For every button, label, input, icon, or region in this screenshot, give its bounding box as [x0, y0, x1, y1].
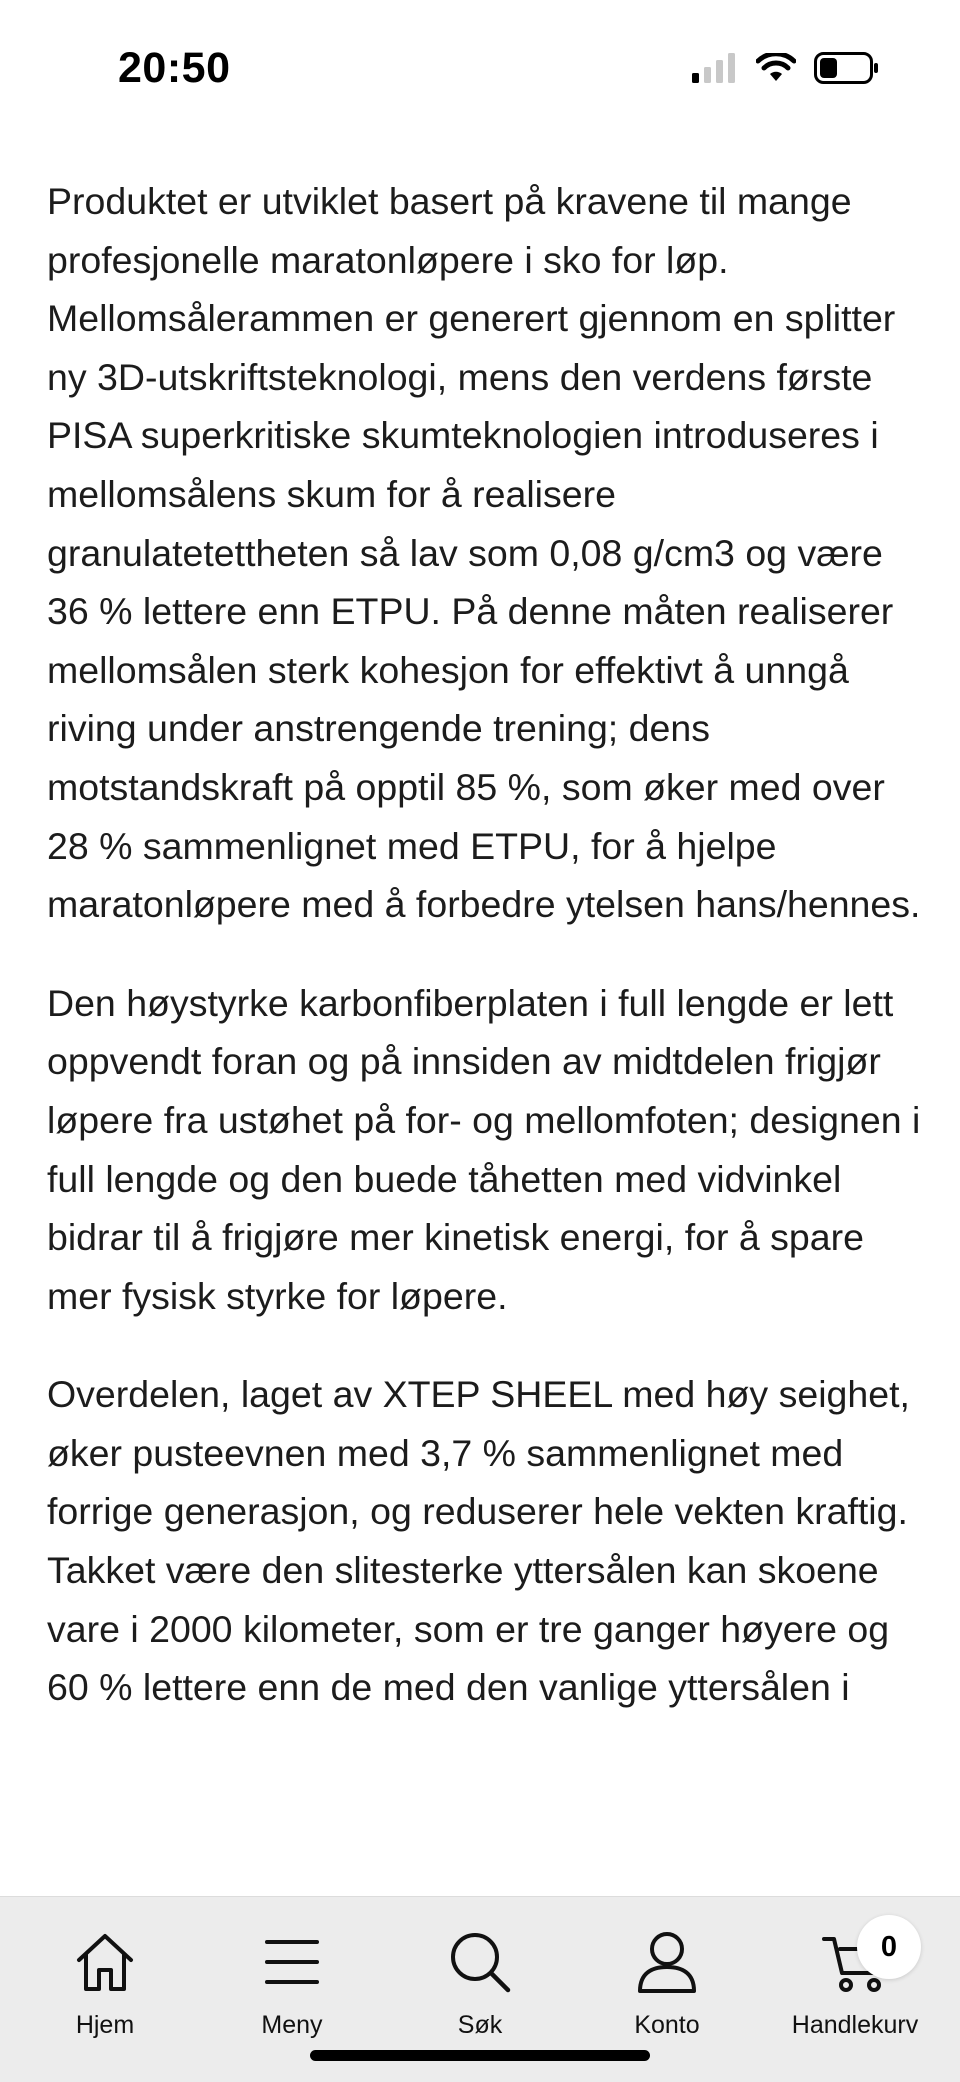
status-bar — [0, 0, 960, 140]
cellular-signal-icon — [692, 53, 738, 83]
nav-label-menu: Meny — [261, 2011, 323, 2039]
product-description — [47, 172, 927, 1757]
status-icons — [692, 52, 880, 84]
description-paragraph: Produktet er utviklet basert på kravene til mange profesjonelle maratonløpere i sko for løp. Mellomsålerammen er generert gjennom en splitter ny 3D-utskriftsteknologi, mens den verdens første PISA superkritiske skumteknologien introduseres i mellomsålens skum for å realisere granulatetettheten så lav som 0,08 g/cm3 og være 36 % lettere enn ETPU. På denne måten realiserer mellomsålen sterk kohesjon for effektivt å unngå riving under anstrengende trening; dens motstandskraft på opptil 85 %, som øker med over 28 % sammenlignet med ETPU, for å hjelpe maratonløpere med å forbedre ytelsen hans/hennes. — [47, 180, 921, 926]
nav-item-home[interactable] — [20, 1927, 190, 2040]
bottom-navigation — [0, 1896, 960, 2082]
menu-icon — [257, 1927, 327, 1997]
nav-item-account[interactable] — [582, 1927, 752, 2040]
wifi-icon — [756, 53, 796, 83]
description-paragraph: Overdelen, laget av XTEP SHEEL med høy seighet, øker pusteevnen med 3,7 % sammenlignet med forrige generasjon, og reduserer hele vekten kraftig. Takket være den slitesterke yttersålen kan skoene vare i 2000 kilometer, som er tre ganger høyere og 60 % lettere enn de med den vanlige yttersålen i — [47, 1373, 910, 1709]
nav-item-search[interactable] — [395, 1927, 565, 2040]
nav-label-cart: Handlekurv — [791, 2011, 919, 2039]
description-paragraph: Den høystyrke karbonfiberplaten i full lengde er lett oppvendt foran og på innsiden av midtdelen frigjør løpere fra ustøhet på for- og mellomfoten; designen i full lengde og den buede tåhetten med vidvinkel bidrar til å frigjøre mer kinetisk energi, for å spare mer fysisk styrke for løpere. — [47, 981, 921, 1317]
nav-label-search: Søk — [457, 2011, 503, 2039]
status-time: 20:50 — [118, 44, 231, 92]
nav-label-account: Konto — [634, 2011, 700, 2039]
account-icon — [632, 1927, 702, 1997]
nav-label-home: Hjem — [75, 2011, 135, 2039]
home-icon — [70, 1927, 140, 1997]
nav-item-menu[interactable] — [207, 1927, 377, 2040]
home-indicator — [310, 2050, 650, 2061]
nav-item-cart[interactable] — [770, 1927, 940, 2040]
cart-count-badge: 0 — [857, 1915, 921, 1979]
battery-icon — [814, 52, 880, 84]
search-icon — [445, 1927, 515, 1997]
